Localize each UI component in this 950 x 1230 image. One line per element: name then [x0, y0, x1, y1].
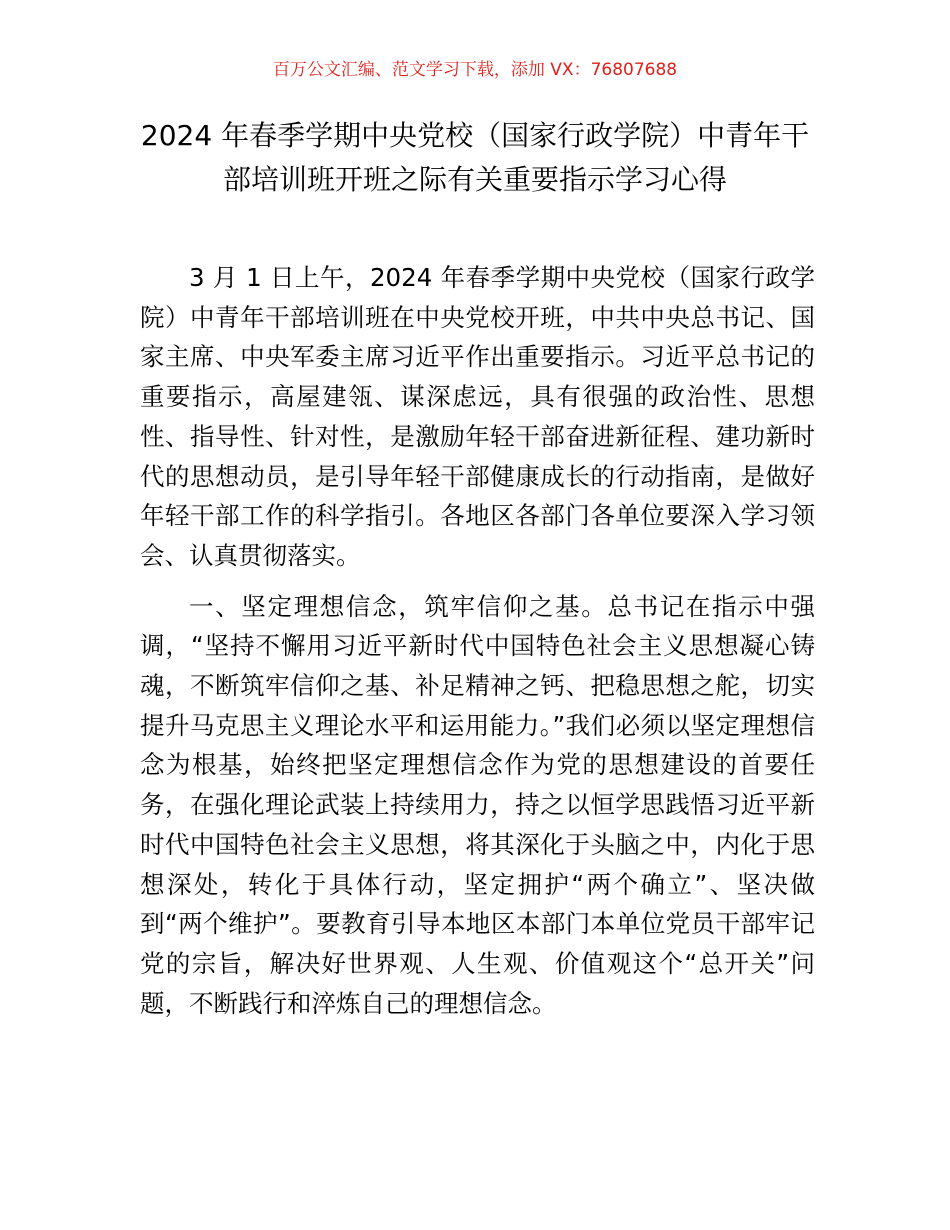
paragraph-section-one: 一、坚定理想信念，筑牢信仰之基。总书记在指示中强调，“坚持不懈用习近平新时代中国特色社会主义思想凝心铸魂，不断筑牢信仰之基、补足精神之钙、把稳思想之舵，切实提升马克思主义理论水平和运用能力。”我们必须以坚定理想信念为根基，始终把坚定理想信念作为党的思想建设的首要任务，在强化理论武装上持续用力，持之以恒学思践悟习近平新时代中国特色社会主义思想，将其深化于头脑之中，内化于思想深处，转化于具体行动，坚定拥护“两个确立”、坚决做到“两个维护”。要教育引导本地区本部门本单位党员干部牢记党的宗旨，解决好世界观、人生观、价值观这个“总开关”问题，不断践行和淬炼自己的理想信念。	[140, 591, 815, 1018]
document-body	[140, 258, 815, 1034]
header-notice: 百万公文汇编、范文学习下载，添加 VX：76807688	[272, 60, 678, 80]
document-title: 2024 年春季学期中央党校（国家行政学院）中青年干部培训班开班之际有关重要指示学习心得	[140, 119, 810, 196]
paragraph-intro: 3 月 1 日上午，2024 年春季学期中央党校（国家行政学院）中青年干部培训班在中央党校开班，中共中央总书记、国家主席、中央军委主席习近平作出重要指示。习近平总书记的重要指示，高屋建瓴、谋深虑远，具有很强的政治性、思想性、指导性、针对性，是激励年轻干部奋进新征程、建功新时代的思想动员，是引导年轻干部健康成长的行动指南，是做好年轻干部工作的科学指引。各地区各部门各单位要深入学习领会、认真贯彻落实。	[140, 263, 815, 570]
